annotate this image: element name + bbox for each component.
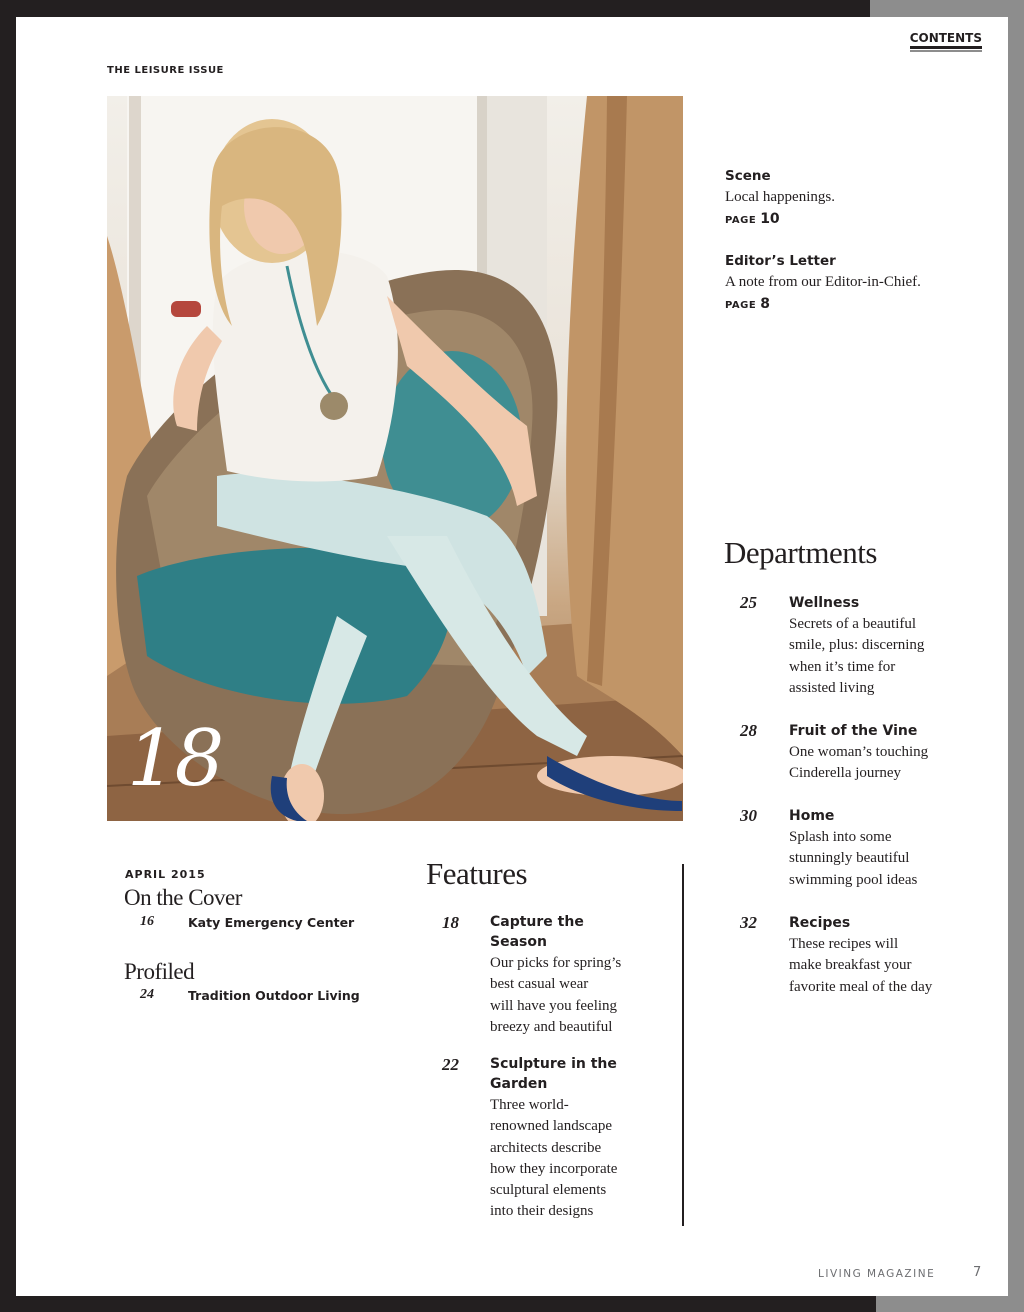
frame-accent-bottom — [876, 1296, 1024, 1312]
dept-title: Fruit of the Vine — [789, 723, 918, 739]
editors-letter-page — [725, 296, 770, 312]
column-divider — [682, 864, 684, 1226]
feature-desc — [490, 953, 640, 1038]
cover-photo-illustration — [107, 96, 683, 821]
cover-story-title: Katy Emergency Center — [188, 915, 355, 930]
desc-line: when it’s time for — [789, 658, 896, 675]
editors-letter-page-label: PAGE — [725, 300, 757, 311]
features-heading: Features — [426, 856, 528, 891]
scene-page-label: PAGE — [725, 215, 757, 226]
scene-title: Scene — [725, 168, 771, 184]
dept-desc — [789, 614, 939, 699]
desc-line: swimming pool ideas — [789, 871, 918, 888]
on-the-cover-heading: On the Cover — [124, 885, 242, 910]
editors-letter-desc: A note from our Editor-in-Chief. — [725, 274, 921, 290]
desc-line: One woman’s touching — [789, 744, 929, 760]
footer-magazine-name: LIVING MAGAZINE — [818, 1268, 936, 1280]
dept-num: 30 — [740, 806, 757, 825]
departments-heading: Departments — [724, 535, 877, 570]
desc-line: architects describe — [490, 1139, 602, 1156]
feature-title: Capture the Season — [490, 914, 584, 950]
footer-page-number: 7 — [973, 1265, 982, 1280]
desc-line: favorite meal of the day — [789, 978, 933, 995]
desc-line: Our picks for spring’s — [490, 955, 622, 971]
profiled-heading: Profiled — [124, 959, 195, 984]
desc-line: will have you feeling — [490, 997, 618, 1014]
scene-page-number: 10 — [760, 211, 780, 227]
desc-line: assisted living — [789, 679, 875, 696]
editors-letter-title: Editor’s Letter — [725, 253, 836, 269]
cover-photo — [107, 96, 683, 821]
dept-title: Wellness — [789, 595, 860, 611]
dept-desc — [789, 742, 939, 785]
desc-line: Secrets of a beautiful — [789, 616, 917, 632]
issue-date: APRIL 2015 — [125, 868, 206, 881]
scene-desc: Local happenings. — [725, 189, 835, 205]
desc-line: sculptural elements — [490, 1182, 607, 1199]
feature-page-number: 18 — [127, 714, 223, 804]
desc-line: Three world- — [490, 1097, 569, 1113]
feature-desc — [490, 1095, 640, 1223]
feature-num: 22 — [442, 1055, 459, 1074]
dept-desc — [789, 827, 939, 891]
profiled-num: 24 — [140, 987, 154, 1002]
desc-line: how they incorporate — [490, 1160, 618, 1177]
desc-line: stunningly beautiful — [789, 850, 910, 867]
dept-title: Home — [789, 808, 835, 824]
dept-title: Recipes — [789, 915, 851, 931]
scene-page — [725, 211, 780, 227]
frame-accent-right — [1008, 0, 1024, 1312]
cover-story-num: 16 — [140, 914, 154, 929]
desc-line: into their designs — [490, 1203, 594, 1220]
editors-letter-page-number: 8 — [760, 296, 770, 312]
dept-num: 28 — [740, 721, 757, 740]
dept-num: 32 — [740, 913, 757, 932]
desc-line: breezy and beautiful — [490, 1018, 613, 1035]
desc-line: renowned landscape — [490, 1118, 613, 1135]
issue-label: THE LEISURE ISSUE — [107, 65, 224, 76]
desc-line: smile, plus: discerning — [789, 637, 925, 654]
dept-num: 25 — [740, 593, 757, 612]
desc-line: Splash into some — [789, 829, 892, 845]
frame-accent-top — [870, 0, 1024, 17]
desc-line: Cinderella journey — [789, 765, 902, 782]
dept-desc — [789, 934, 939, 998]
contents-label: CONTENTS — [910, 31, 982, 49]
profiled-title: Tradition Outdoor Living — [188, 988, 360, 1003]
desc-line: These recipes will — [789, 936, 899, 952]
feature-num: 18 — [442, 913, 459, 932]
magazine-page — [16, 17, 1008, 1296]
desc-line: make breakfast your — [789, 957, 912, 974]
feature-title: Sculpture in the Garden — [490, 1056, 617, 1092]
desc-line: best casual wear — [490, 976, 589, 993]
